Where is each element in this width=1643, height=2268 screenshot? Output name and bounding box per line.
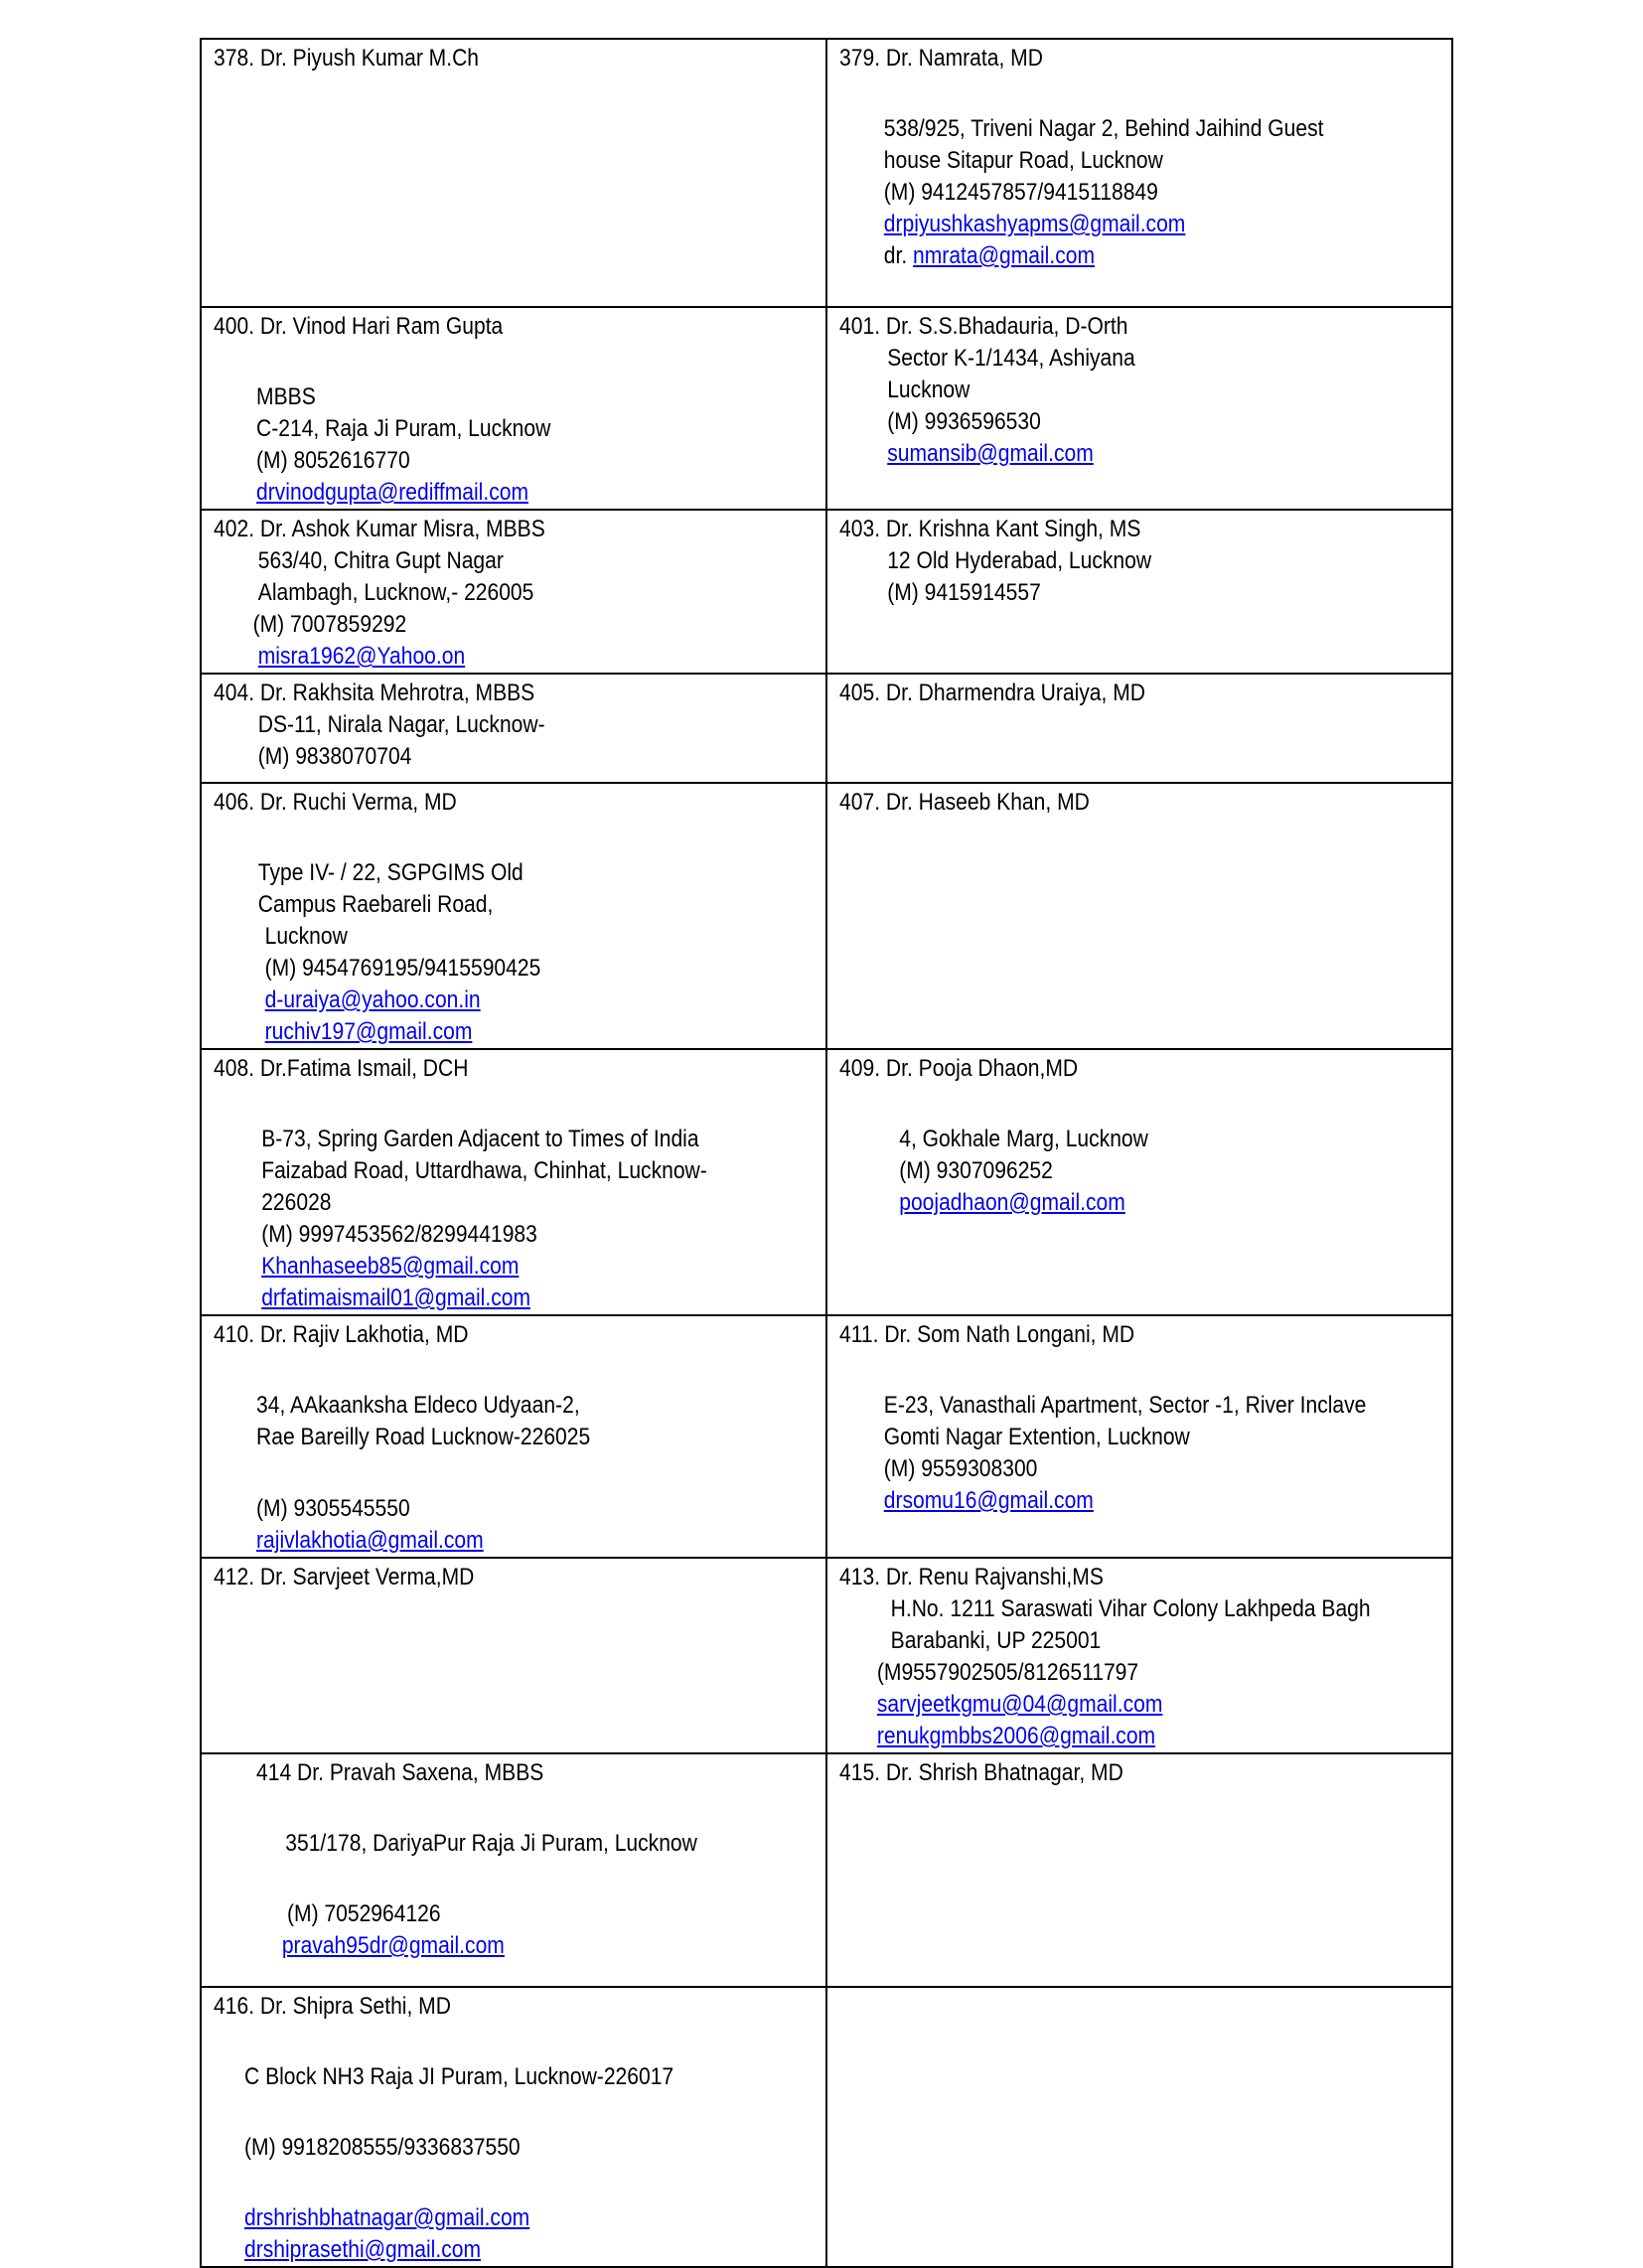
entry-title: 414 Dr. Pravah Saxena, MBBS bbox=[256, 1759, 544, 1786]
address-line: 226028 bbox=[261, 1189, 332, 1216]
entry-cell bbox=[201, 1315, 826, 1558]
table-row bbox=[201, 674, 1452, 783]
email-link[interactable]: pravah95dr@gmail.com bbox=[281, 1932, 505, 1959]
entry-cell bbox=[826, 674, 1452, 783]
address-line: DS-11, Nirala Nagar, Lucknow- bbox=[257, 711, 545, 738]
address-line: E-23, Vanasthali Apartment, Sector -1, River Inclave bbox=[883, 1392, 1367, 1419]
entry-cell-empty bbox=[826, 1987, 1452, 2267]
table-row bbox=[201, 510, 1452, 674]
entry-cell bbox=[201, 674, 826, 783]
address-line: Rae Bareilly Road Lucknow-226025 bbox=[256, 1424, 591, 1450]
table-row bbox=[201, 1753, 1452, 1987]
address-line: 12 Old Hyderabad, Lucknow bbox=[887, 547, 1152, 574]
entry-title: 405. Dr. Dharmendra Uraiya, MD bbox=[839, 680, 1146, 706]
entry-title: 407. Dr. Haseeb Khan, MD bbox=[839, 789, 1090, 816]
entry-title: 411. Dr. Som Nath Longani, MD bbox=[839, 1321, 1135, 1348]
address-line: Campus Raebareli Road, bbox=[257, 891, 494, 918]
email-link[interactable]: sumansib@gmail.com bbox=[887, 440, 1094, 467]
entry-cell bbox=[826, 510, 1452, 674]
phone-line: (M) 9918208555/9336837550 bbox=[244, 2134, 521, 2161]
email-link[interactable]: drvinodgupta@rediffmail.com bbox=[256, 479, 529, 506]
email-link[interactable]: rajivlakhotia@gmail.com bbox=[256, 1527, 484, 1554]
entry-title: 409. Dr. Pooja Dhaon,MD bbox=[839, 1055, 1079, 1082]
address-line: Lucknow bbox=[887, 377, 971, 403]
phone-line: (M) 9559308300 bbox=[883, 1455, 1038, 1482]
email-link[interactable]: drsomu16@gmail.com bbox=[883, 1487, 1094, 1514]
directory-table bbox=[200, 38, 1453, 2268]
table-row bbox=[201, 1049, 1452, 1315]
entry-title: 403. Dr. Krishna Kant Singh, MS bbox=[839, 516, 1141, 542]
email-link[interactable]: drshiprasethi@gmail.com bbox=[244, 2236, 482, 2263]
email-link[interactable]: d-uraiya@yahoo.con.in bbox=[264, 986, 481, 1013]
entry-cell bbox=[826, 39, 1452, 307]
entry-cell bbox=[201, 510, 826, 674]
entry-cell bbox=[201, 783, 826, 1049]
address-line: Sector K-1/1434, Ashiyana bbox=[887, 345, 1135, 372]
phone-line: (M) 9936596530 bbox=[887, 408, 1041, 435]
phone-line: (M9557902505/8126511797 bbox=[876, 1659, 1139, 1686]
address-line: house Sitapur Road, Lucknow bbox=[883, 147, 1163, 174]
address-line: B-73, Spring Garden Adjacent to Times of India bbox=[261, 1126, 699, 1152]
entry-title: 379. Dr. Namrata, MD bbox=[839, 45, 1043, 72]
email-link[interactable]: poojadhaon@gmail.com bbox=[899, 1189, 1125, 1216]
phone-line: (M) 7007859292 bbox=[252, 611, 407, 638]
phone-line: (M) 9415914557 bbox=[887, 579, 1041, 606]
email-prefix: dr. bbox=[883, 242, 914, 269]
address-line: 351/178, DariyaPur Raja Ji Puram, Lucknow bbox=[285, 1830, 697, 1857]
entry-title: 404. Dr. Rakhsita Mehrotra, MBBS bbox=[214, 680, 535, 706]
entry-title: 400. Dr. Vinod Hari Ram Gupta bbox=[214, 313, 504, 340]
phone-line: (M) 9412457857/9415118849 bbox=[883, 179, 1158, 206]
email-link[interactable]: drshrishbhatnagar@gmail.com bbox=[244, 2204, 530, 2231]
entry-cell bbox=[201, 1987, 826, 2267]
table-row bbox=[201, 1558, 1452, 1753]
entry-title: 401. Dr. S.S.Bhadauria, D-Orth bbox=[839, 313, 1128, 340]
phone-line: (M) 9838070704 bbox=[257, 743, 412, 770]
address-line: Gomti Nagar Extention, Lucknow bbox=[883, 1424, 1190, 1450]
table-row bbox=[201, 39, 1452, 307]
email-link[interactable]: drpiyushkashyapms@gmail.com bbox=[883, 211, 1186, 237]
entry-cell bbox=[201, 1753, 826, 1987]
entry-cell bbox=[826, 307, 1452, 510]
entry-title: 412. Dr. Sarvjeet Verma,MD bbox=[214, 1564, 475, 1590]
address-line: Lucknow bbox=[264, 923, 348, 950]
phone-line: (M) 9307096252 bbox=[899, 1157, 1053, 1184]
entry-title: 416. Dr. Shipra Sethi, MD bbox=[214, 1993, 451, 2020]
email-link[interactable]: misra1962@Yahoo.on bbox=[257, 643, 466, 670]
email-link[interactable]: drfatimaismail01@gmail.com bbox=[261, 1285, 531, 1311]
address-line: 563/40, Chitra Gupt Nagar bbox=[257, 547, 504, 574]
phone-line: (M) 9454769195/9415590425 bbox=[264, 955, 541, 982]
entry-title: 378. Dr. Piyush Kumar M.Ch bbox=[214, 45, 480, 72]
address-line: 538/925, Triveni Nagar 2, Behind Jaihind Guest bbox=[883, 115, 1324, 142]
table-row bbox=[201, 783, 1452, 1049]
entry-cell bbox=[201, 307, 826, 510]
entry-cell bbox=[201, 1558, 826, 1753]
address-line: 34, AAkaanksha Eldeco Udyaan-2, bbox=[256, 1392, 580, 1419]
address-line: Barabanki, UP 225001 bbox=[890, 1627, 1102, 1654]
table-row bbox=[201, 307, 1452, 510]
address-line: H.No. 1211 Saraswati Vihar Colony Lakhpeda Bagh bbox=[890, 1595, 1371, 1622]
entry-title: 406. Dr. Ruchi Verma, MD bbox=[214, 789, 457, 816]
degree-line: MBBS bbox=[256, 383, 316, 410]
entry-cell bbox=[826, 1753, 1452, 1987]
entry-cell bbox=[826, 1315, 1452, 1558]
email-link[interactable]: renukgmbbs2006@gmail.com bbox=[876, 1723, 1156, 1749]
entry-cell bbox=[826, 1558, 1452, 1753]
address-line: C Block NH3 Raja JI Puram, Lucknow-226017 bbox=[244, 2063, 674, 2090]
entry-cell bbox=[826, 1049, 1452, 1315]
entry-title: 408. Dr.Fatima Ismail, DCH bbox=[214, 1055, 469, 1082]
email-link[interactable]: nmrata@gmail.com bbox=[913, 242, 1096, 269]
address-line: Faizabad Road, Uttardhawa, Chinhat, Lucknow- bbox=[261, 1157, 707, 1184]
table-row bbox=[201, 1987, 1452, 2267]
entry-title: 413. Dr. Renu Rajvanshi,MS bbox=[839, 1564, 1104, 1590]
email-link[interactable]: Khanhaseeb85@gmail.com bbox=[261, 1253, 520, 1280]
entry-title: 415. Dr. Shrish Bhatnagar, MD bbox=[839, 1759, 1123, 1786]
address-line: Type IV- / 22, SGPGIMS Old bbox=[257, 859, 523, 886]
entry-cell bbox=[201, 1049, 826, 1315]
email-link[interactable]: ruchiv197@gmail.com bbox=[264, 1018, 473, 1045]
table-row bbox=[201, 1315, 1452, 1558]
phone-line: (M) 9997453562/8299441983 bbox=[261, 1221, 537, 1248]
email-link[interactable]: sarvjeetkgmu@04@gmail.com bbox=[876, 1691, 1163, 1718]
entry-title: 410. Dr. Rajiv Lakhotia, MD bbox=[214, 1321, 469, 1348]
phone-line: (M) 7052964126 bbox=[287, 1900, 441, 1927]
address-line: C-214, Raja Ji Puram, Lucknow bbox=[256, 415, 551, 442]
entry-title: 402. Dr. Ashok Kumar Misra, MBBS bbox=[214, 516, 545, 542]
phone-line: (M) 8052616770 bbox=[256, 447, 410, 474]
phone-line: (M) 9305545550 bbox=[256, 1495, 410, 1522]
address-line: Alambagh, Lucknow,- 226005 bbox=[257, 579, 534, 606]
entry-cell bbox=[826, 783, 1452, 1049]
entry-cell bbox=[201, 39, 826, 307]
address-line: 4, Gokhale Marg, Lucknow bbox=[899, 1126, 1148, 1152]
